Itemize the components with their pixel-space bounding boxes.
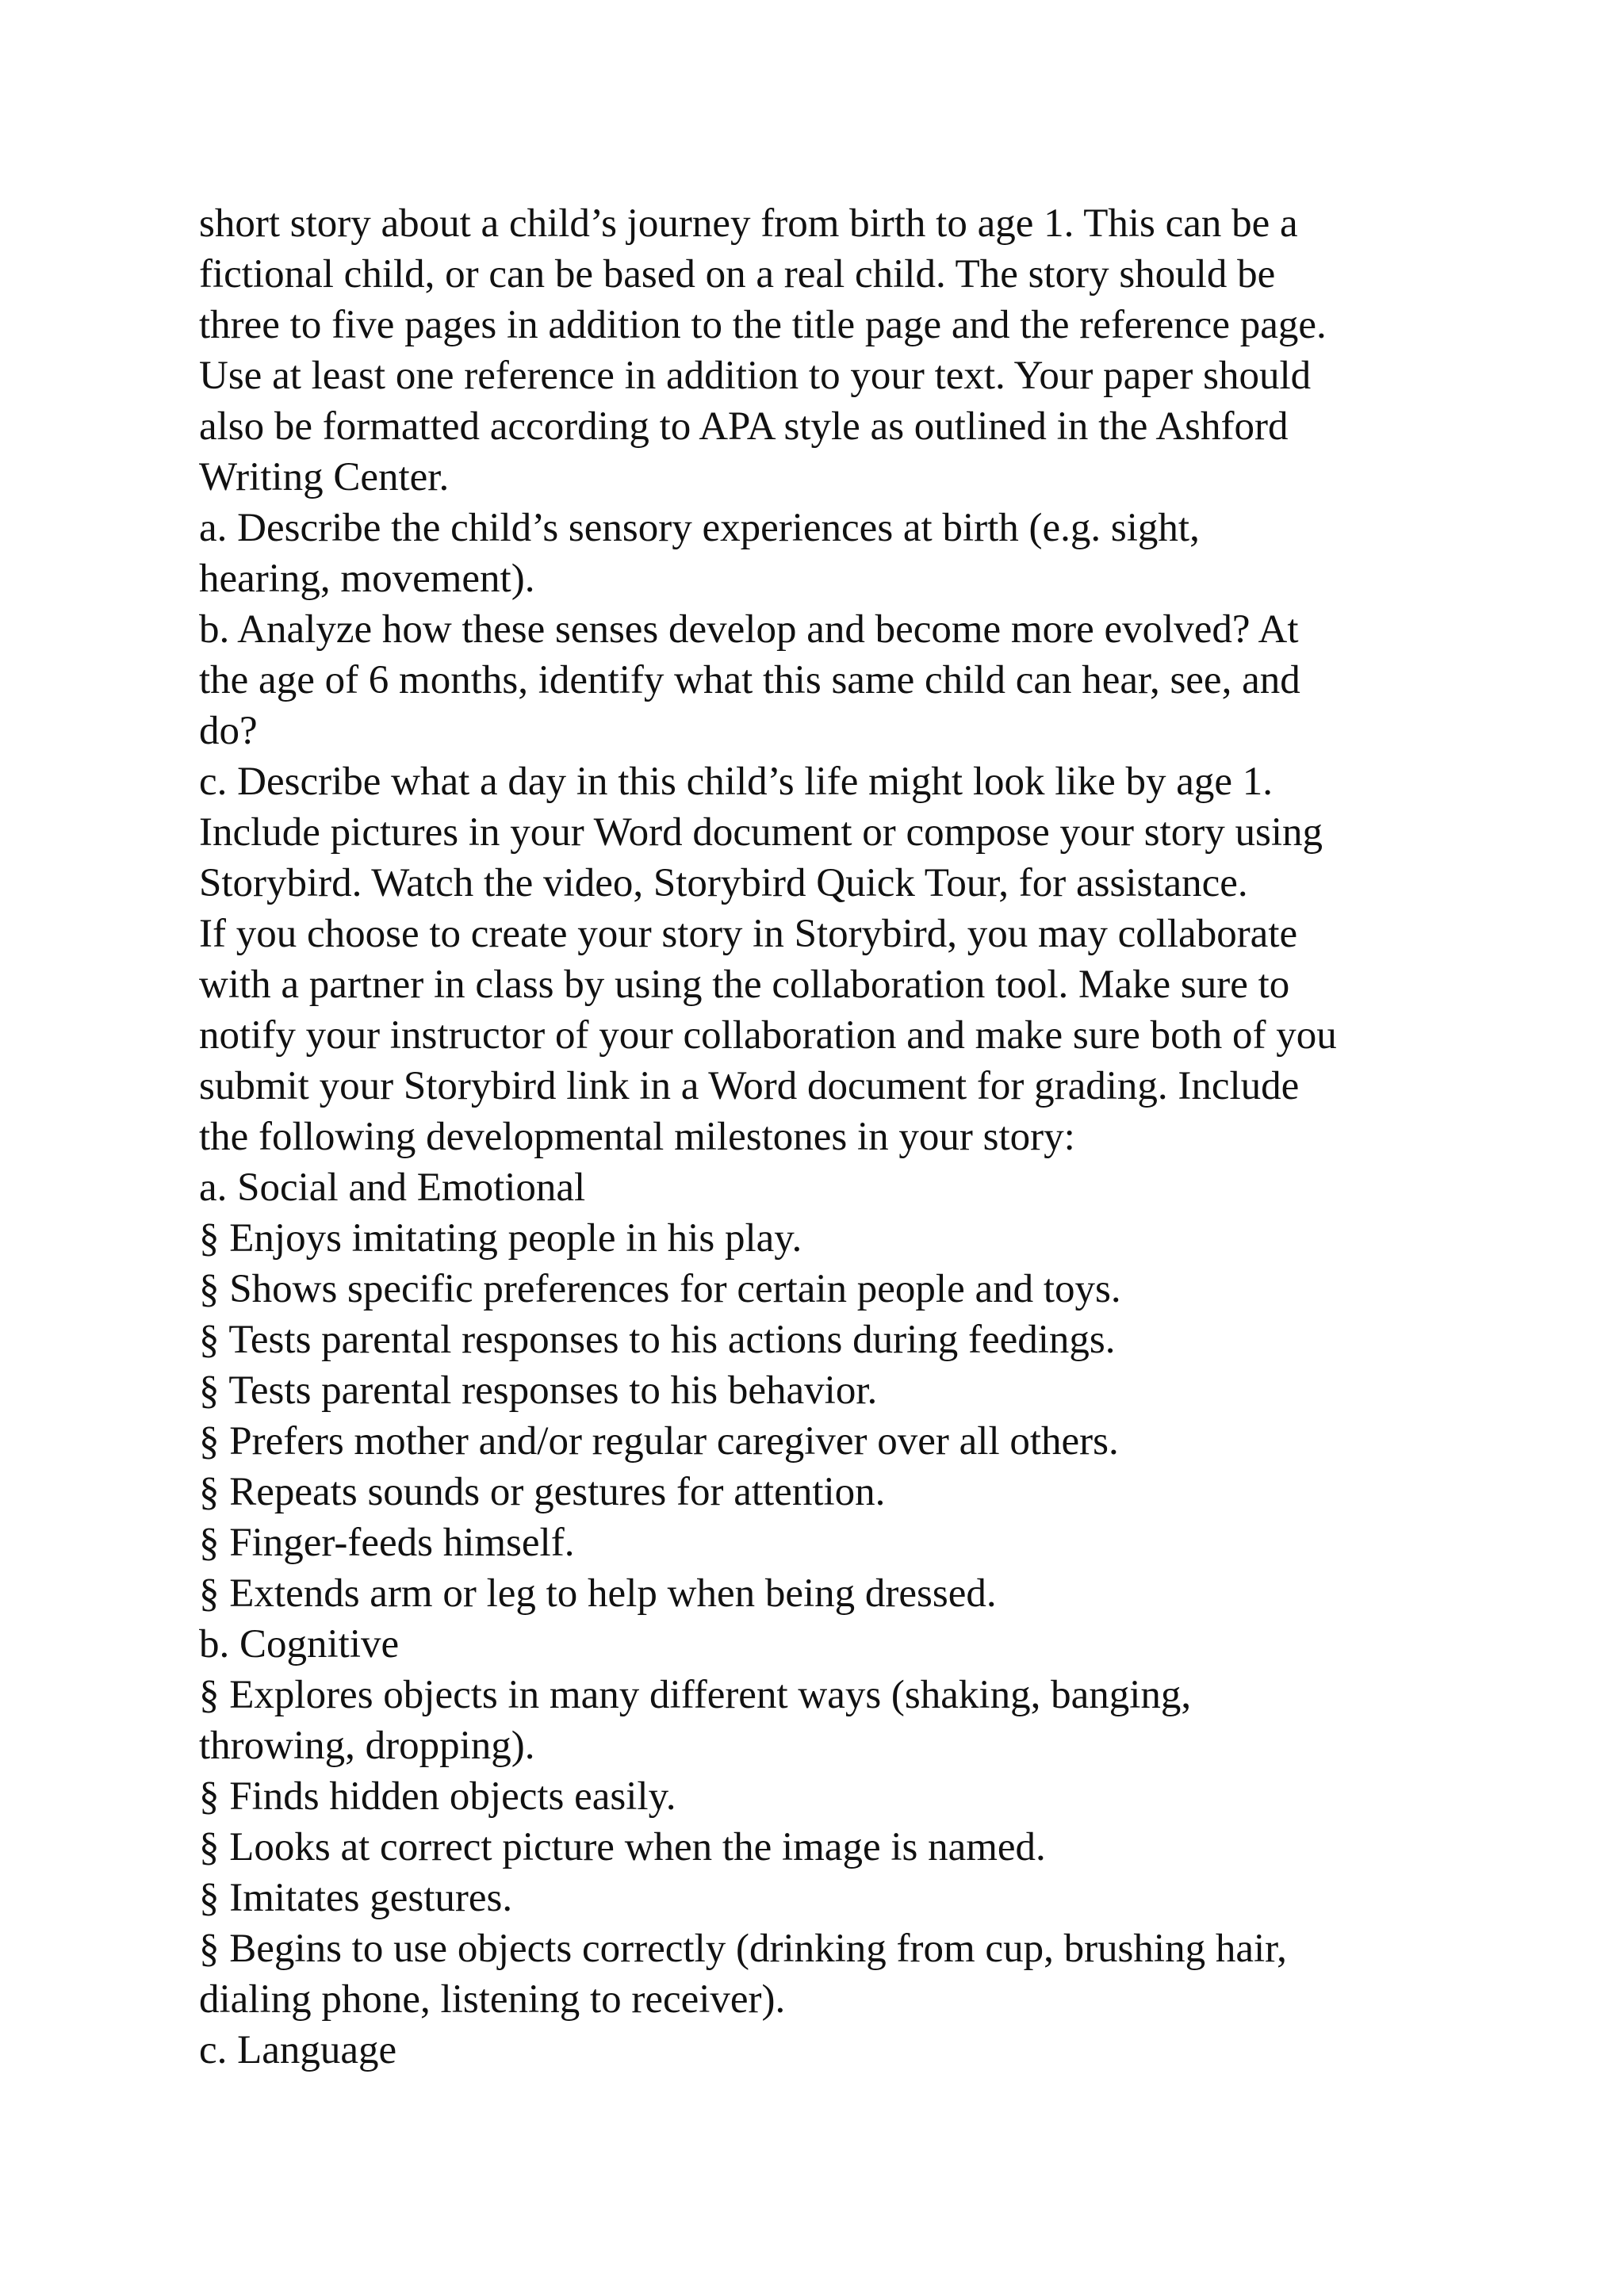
- text-line: Writing Center.: [199, 455, 450, 499]
- text-line: b. Analyze how these senses develop and become more evolved? At: [199, 607, 1299, 652]
- text-line: also be formatted according to APA style as outlined in the Ashford: [199, 404, 1289, 449]
- text-line: Include pictures in your Word document or compose your story using: [199, 810, 1323, 855]
- text-line: notify your instructor of your collaboration and make sure both of you: [199, 1013, 1337, 1058]
- text-line: § Tests parental responses to his behavior.: [199, 1368, 878, 1413]
- text-line: Storybird. Watch the video, Storybird Quick Tour, for assistance.: [199, 861, 1248, 905]
- text-line: the age of 6 months, identify what this same child can hear, see, and: [199, 658, 1300, 702]
- text-line: the following developmental milestones in your story:: [199, 1115, 1075, 1159]
- text-line: c. Describe what a day in this child’s life might look like by age 1.: [199, 760, 1274, 804]
- text-line: § Explores objects in many different ways (shaking, banging,: [199, 1673, 1192, 1717]
- text-line: dialing phone, listening to receiver).: [199, 1977, 786, 2022]
- text-line: b. Cognitive: [199, 1622, 400, 1667]
- text-line: Use at least one reference in addition to your text. Your paper should: [199, 354, 1312, 398]
- text-line: short story about a child’s journey from birth to age 1. This can be a: [199, 201, 1298, 246]
- text-line: § Imitates gestures.: [199, 1876, 513, 1920]
- text-line: do?: [199, 709, 258, 753]
- text-line: § Shows specific preferences for certain people and toys.: [199, 1267, 1121, 1311]
- text-line: § Begins to use objects correctly (drinking from cup, brushing hair,: [199, 1927, 1287, 1971]
- text-line: § Repeats sounds or gestures for attention.: [199, 1470, 886, 1514]
- text-line: § Looks at correct picture when the image is named.: [199, 1825, 1046, 1869]
- text-line: submit your Storybird link in a Word document for grading. Include: [199, 1064, 1300, 1108]
- text-line: fictional child, or can be based on a real child. The story should be: [199, 252, 1276, 297]
- text-line: § Prefers mother and/or regular caregiver over all others.: [199, 1419, 1119, 1464]
- text-line: with a partner in class by using the collaboration tool. Make sure to: [199, 962, 1290, 1007]
- text-line: § Finds hidden objects easily.: [199, 1774, 676, 1819]
- text-line: c. Language: [199, 2028, 397, 2072]
- text-line: three to five pages in addition to the title page and the reference page.: [199, 303, 1327, 347]
- text-line: hearing, movement).: [199, 557, 535, 601]
- body-text: [199, 198, 1436, 2076]
- text-line: § Finger-feeds himself.: [199, 1521, 575, 1565]
- text-line: throwing, dropping).: [199, 1724, 535, 1768]
- text-line: a. Social and Emotional: [199, 1165, 586, 1210]
- text-line: a. Describe the child’s sensory experiences at birth (e.g. sight,: [199, 506, 1200, 550]
- text-line: § Tests parental responses to his actions during feedings.: [199, 1318, 1116, 1362]
- text-line: If you choose to create your story in Storybird, you may collaborate: [199, 912, 1298, 956]
- text-line: § Enjoys imitating people in his play.: [199, 1216, 802, 1261]
- text-line: § Extends arm or leg to help when being dressed.: [199, 1571, 997, 1616]
